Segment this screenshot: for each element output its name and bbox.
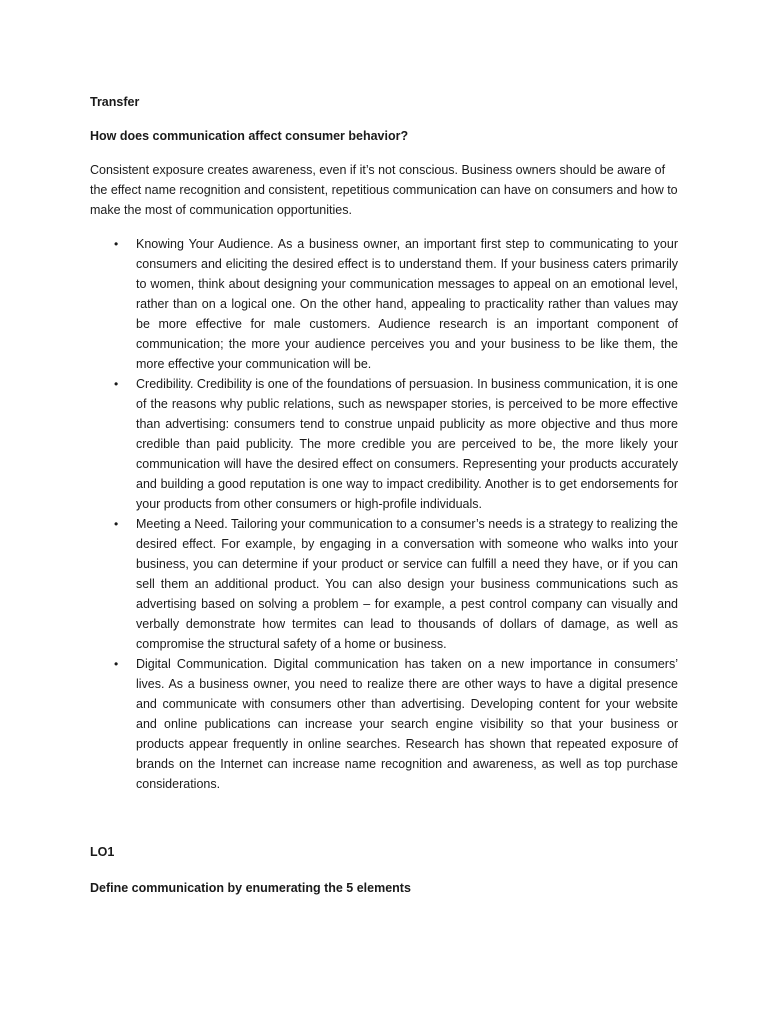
list-item <box>90 514 678 654</box>
list-item <box>90 654 678 794</box>
lo-title: LO1 <box>90 845 115 859</box>
bullet-icon: • <box>114 377 119 391</box>
list-item-text: Credibility. Credibility is one of the foundations of persuasion. In business communication, it is one of the reasons why public relations, such as newspaper stories, is perceived to be more effective than advertising: consumers tend to construe unpaid publicity as more objective and thus more credible than paid publicity. The more credible you are perceived to be, the more likely your communication will have the desired effect on consumers. Representing your products accurately and building a good reputation is one way to impact credibility. Another is to get endorsements for your products from other consumers or high-profile individuals. <box>136 377 678 511</box>
list-item <box>90 234 678 374</box>
section-title: Transfer <box>90 95 140 109</box>
list-item-text: Knowing Your Audience. As a business owner, an important first step to communicating to your consumers and eliciting the desired effect is to understand them. If your business caters primarily to women, think about designing your communication messages to appeal on an emotional level, rather than on a logical one. On the other hand, appealing to practicality rather than values may be more effective for male customers. Audience research is an important component of communication; the more your audience perceives you and your business to be like them, the more effective your communication will be. <box>136 237 678 371</box>
list-item-text: Meeting a Need. Tailoring your communication to a consumer’s needs is a strategy to realizing the desired effect. For example, by engaging in a conversation with someone who walks into your business, you can determine if your product or service can fulfill a need they have, or if you can sell them an additional product. You can also design your business communications such as advertising based on solving a problem – for example, a pest control company can visually and verbally demonstrate how termites can lead to thousands of dollars of damage, as well as compromise the structural safety of a home or business. <box>136 517 678 651</box>
document-body <box>90 92 678 898</box>
intro-paragraph: Consistent exposure creates awareness, even if it’s not conscious. Business owners should be aware of the effect name recognition and consistent, repetitious communication can have on consumers and how to make the most of communication opportunities. <box>90 163 678 217</box>
bullet-icon: • <box>114 517 119 531</box>
bullet-icon: • <box>114 237 119 251</box>
question-heading: How does communication affect consumer behavior? <box>90 129 409 143</box>
lo-question: Define communication by enumerating the 5 elements <box>90 881 411 895</box>
list-item-text: Digital Communication. Digital communication has taken on a new importance in consumers’ lives. As a business owner, you need to realize there are other ways to have a digital presence and communicate with consumers other than advertising. Developing content for your website and online publications can increase your search engine visibility so that your business or products appear frequently in online searches. Research has shown that repeated exposure of brands on the Internet can increase name recognition and awareness, as well as top purchase considerations. <box>136 657 678 791</box>
list-item <box>90 374 678 514</box>
spacer <box>90 794 678 842</box>
bullet-list <box>90 234 678 794</box>
bullet-icon: • <box>114 657 119 671</box>
